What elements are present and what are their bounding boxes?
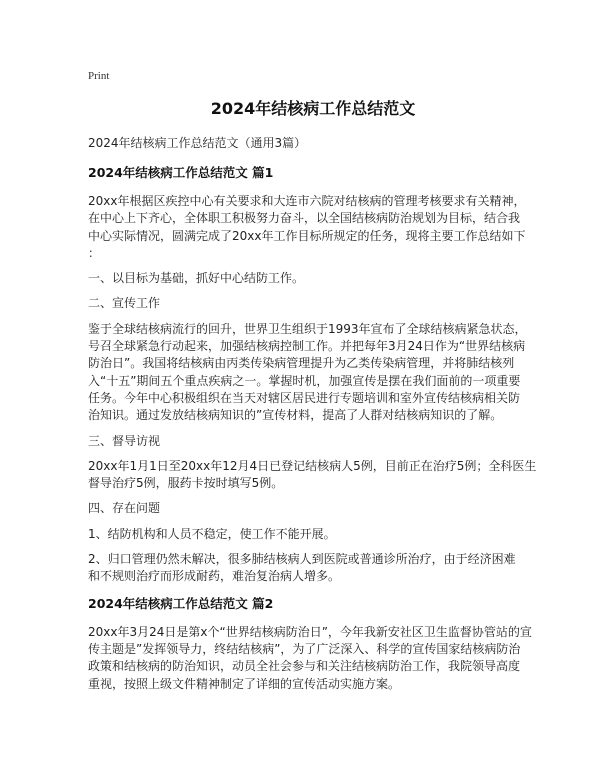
paragraph (88, 433, 538, 450)
text-line: 号召全球紧急行动起来，加强结核病控制工作。并把每年3月24日作为“世界结核病 (88, 339, 526, 354)
paragraph (88, 551, 538, 586)
document-body (88, 163, 538, 693)
section-heading: 2024年结核病工作总结范文 篇1 (88, 165, 274, 180)
paragraph (88, 500, 538, 517)
text-line: 任务。今年中心积极组织在当天对辖区居民进行专题培训和室外宣传结核病相关防 (88, 390, 521, 405)
text-line: 20xx年根据区疾控中心有关要求和大连市六院对结核病的管理考核要求有关精神， (88, 194, 526, 208)
text-line: 三、督导访视 (88, 433, 161, 448)
print-link[interactable]: Print (88, 70, 110, 82)
text-line: 1、结防机构和人员不稳定，使工作不能开展。 (88, 526, 336, 541)
text-line: 传主题是”发挥领导力，终结结核病”，为了广泛深入、科学的宣传国家结核病防治 (88, 641, 521, 656)
document-title: 2024年结核病工作总结范文 (210, 99, 416, 118)
paragraph (88, 270, 538, 287)
text-line: 防治日”。我国将结核病由丙类传染病管理提升为乙类传染病管理，并将肺结核列 (88, 356, 515, 371)
paragraph (88, 458, 538, 493)
paragraph (88, 193, 538, 262)
document-subtitle: 2024年结核病工作总结范文（通用3篇） (88, 136, 307, 150)
paragraph (88, 526, 538, 543)
text-line: 2、归口管理仍然未解决，很多肺结核病人到医院或普通诊所治疗，由于经济困难 (88, 552, 516, 567)
text-line: 一、以目标为基础，抓好中心结防工作。 (88, 271, 305, 286)
text-line: 在中心上下齐心，全体职工积极努力奋斗，以全国结核病防治规划为目标，结合我 (88, 211, 521, 226)
paragraph (88, 624, 538, 693)
text-line: 20xx年3月24日是第x个“世界结核病防治日”，今年我新安社区卫生监督协管站的宣 (88, 624, 532, 639)
text-line: 和不规则治疗而形成耐药，难治复治病人增多。 (88, 569, 341, 584)
paragraph (88, 321, 538, 425)
text-line: 二、宣传工作 (88, 296, 161, 311)
text-line: 中心实际情况，圆满完成了20xx年工作目标所规定的任务，现将主要工作总结如下 (88, 228, 526, 243)
text-line: 督导治疗5例，服药卡按时填写5例。 (88, 476, 284, 491)
text-line: 鉴于全球结核病流行的回升，世界卫生组织于1993年宣布了全球结核病紧急状态， (88, 321, 527, 336)
paragraph (88, 295, 538, 312)
text-line: 入“十五”期间五个重点疾病之一。掌握时机，加强宣传是摆在我们面前的一项重要 (88, 373, 521, 388)
text-line: 重视，按照上级文件精神制定了详细的宣传活动实施方案。 (88, 676, 401, 691)
section-heading: 2024年结核病工作总结范文 篇2 (88, 595, 274, 611)
text-line: 政策和结核病的防治知识，动员全社会参与和关注结核病防治工作，我院领导高度 (88, 659, 521, 674)
document-page (88, 70, 538, 701)
text-line: 20xx年1月1日至20xx年12月4日已登记结核病人5例，目前正在治疗5例；全科医生 (88, 458, 537, 473)
text-line: 四、存在问题 (88, 501, 161, 516)
text-line: 治知识。通过发放结核病知识的”宣传材料，提高了人群对结核病知识的了解。 (88, 408, 503, 423)
text-line: ： (88, 245, 101, 260)
